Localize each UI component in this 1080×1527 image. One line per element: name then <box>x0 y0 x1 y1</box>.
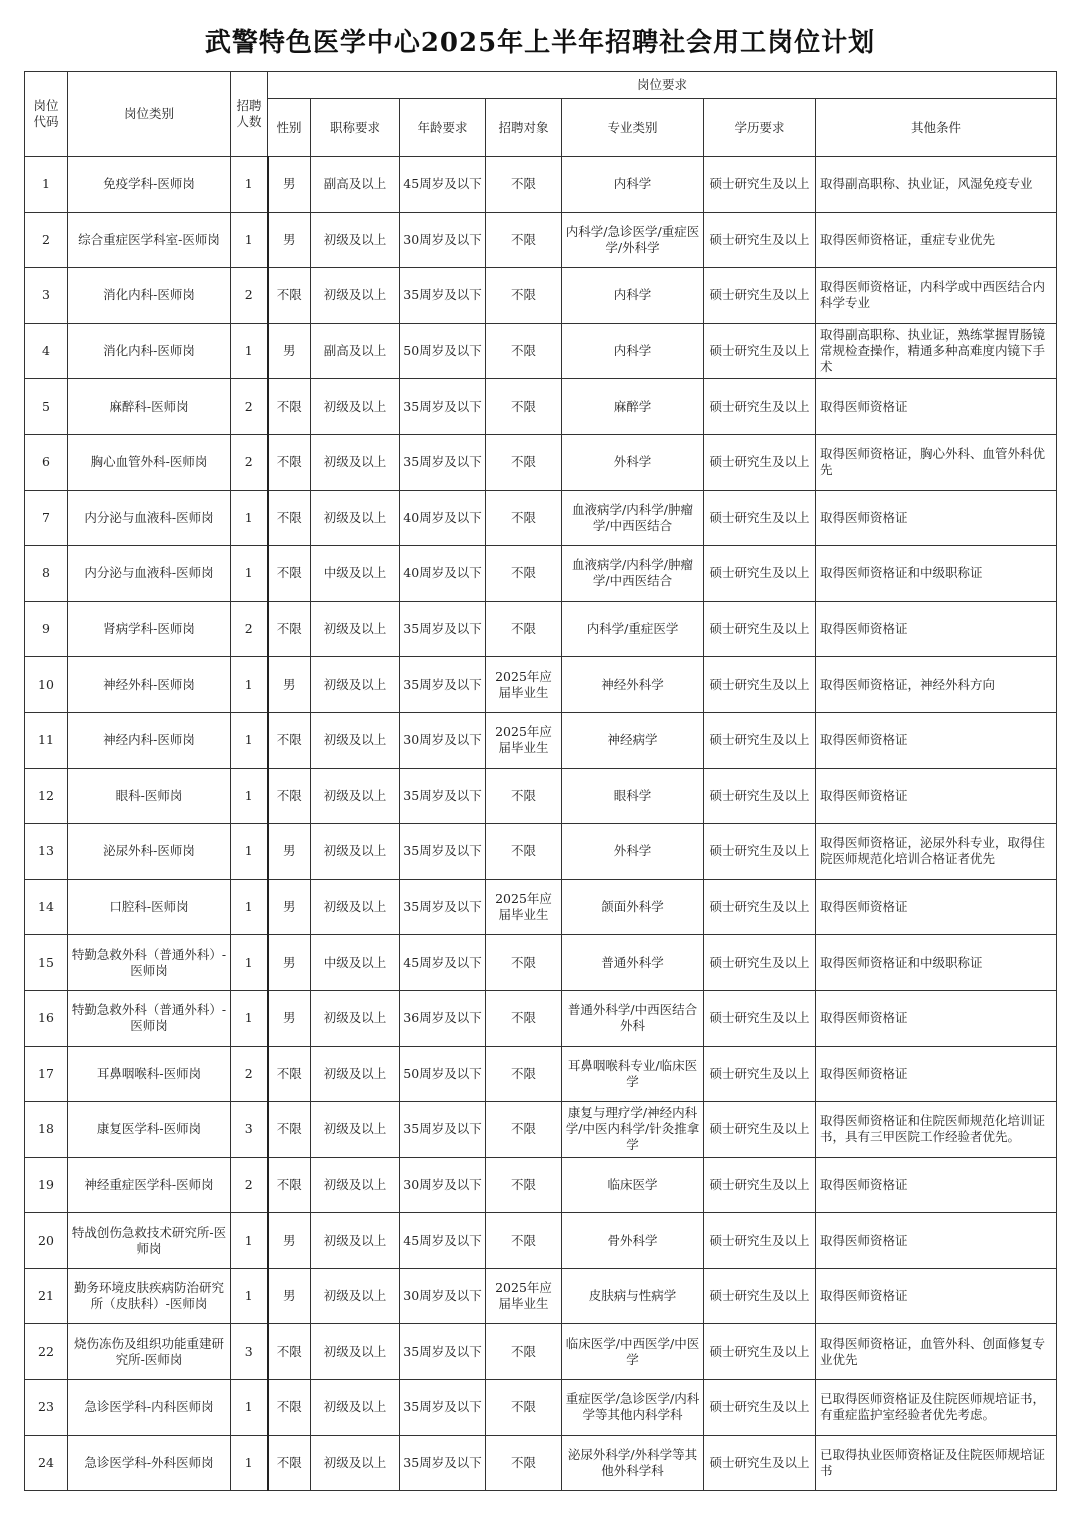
cell-title-req: 初级及以上 <box>311 1157 400 1213</box>
cell-other: 取得医师资格证 <box>816 601 1057 657</box>
cell-code: 21 <box>25 1268 68 1324</box>
cell-count: 1 <box>231 1435 268 1491</box>
cell-code: 16 <box>25 990 68 1046</box>
cell-age: 40周岁及以下 <box>400 490 486 546</box>
cell-count: 3 <box>231 1324 268 1380</box>
cell-target: 不限 <box>486 268 562 324</box>
cell-other: 取得医师资格证 <box>816 1157 1057 1213</box>
cell-other: 取得医师资格证 <box>816 990 1057 1046</box>
cell-education: 硕士研究生及以上 <box>704 323 816 379</box>
cell-title-req: 副高及以上 <box>311 157 400 213</box>
cell-major: 神经外科学 <box>562 657 704 713</box>
cell-age: 35周岁及以下 <box>400 379 486 435</box>
cell-target: 不限 <box>486 990 562 1046</box>
cell-category: 耳鼻咽喉科-医师岗 <box>68 1046 231 1102</box>
cell-other: 取得医师资格证 <box>816 379 1057 435</box>
table-row <box>25 546 1057 602</box>
table-row <box>25 1435 1057 1491</box>
header-code: 岗位 代码 <box>25 72 68 157</box>
cell-gender: 不限 <box>268 268 311 324</box>
cell-major: 麻醉学 <box>562 379 704 435</box>
cell-title-req: 初级及以上 <box>311 434 400 490</box>
table-row <box>25 1213 1057 1269</box>
cell-gender: 不限 <box>268 768 311 824</box>
cell-category: 烧伤冻伤及组织功能重建研究所-医师岗 <box>68 1324 231 1380</box>
cell-gender: 不限 <box>268 1157 311 1213</box>
cell-major: 内科学/重症医学 <box>562 601 704 657</box>
cell-gender: 男 <box>268 212 311 268</box>
cell-age: 30周岁及以下 <box>400 1268 486 1324</box>
cell-gender: 不限 <box>268 379 311 435</box>
cell-category: 口腔科-医师岗 <box>68 879 231 935</box>
cell-education: 硕士研究生及以上 <box>704 1213 816 1269</box>
cell-target: 不限 <box>486 824 562 880</box>
cell-age: 30周岁及以下 <box>400 712 486 768</box>
cell-code: 4 <box>25 323 68 379</box>
cell-major: 内科学 <box>562 268 704 324</box>
cell-age: 30周岁及以下 <box>400 1157 486 1213</box>
cell-other: 取得医师资格证 <box>816 490 1057 546</box>
cell-education: 硕士研究生及以上 <box>704 1324 816 1380</box>
cell-education: 硕士研究生及以上 <box>704 490 816 546</box>
cell-other: 取得医师资格证，胸心外科、血管外科优先 <box>816 434 1057 490</box>
cell-age: 50周岁及以下 <box>400 323 486 379</box>
cell-other: 已取得执业医师资格证及住院医师规培证书 <box>816 1435 1057 1491</box>
cell-age: 35周岁及以下 <box>400 824 486 880</box>
cell-title-req: 初级及以上 <box>311 712 400 768</box>
cell-count: 1 <box>231 768 268 824</box>
table-row <box>25 824 1057 880</box>
cell-education: 硕士研究生及以上 <box>704 935 816 991</box>
cell-target: 不限 <box>486 323 562 379</box>
cell-age: 45周岁及以下 <box>400 1213 486 1269</box>
cell-target: 不限 <box>486 601 562 657</box>
table-row <box>25 712 1057 768</box>
cell-count: 1 <box>231 990 268 1046</box>
cell-gender: 男 <box>268 879 311 935</box>
table-row <box>25 601 1057 657</box>
cell-education: 硕士研究生及以上 <box>704 157 816 213</box>
cell-other: 取得医师资格证，泌尿外科专业，取得住院医师规范化培训合格证者优先 <box>816 824 1057 880</box>
cell-gender: 男 <box>268 323 311 379</box>
cell-count: 1 <box>231 1213 268 1269</box>
cell-education: 硕士研究生及以上 <box>704 990 816 1046</box>
cell-education: 硕士研究生及以上 <box>704 1102 816 1158</box>
cell-other: 取得医师资格证和住院医师规范化培训证书，具有三甲医院工作经验者优先。 <box>816 1102 1057 1158</box>
cell-title-req: 初级及以上 <box>311 212 400 268</box>
cell-major: 神经病学 <box>562 712 704 768</box>
cell-major: 血液病学/内科学/肿瘤学/中西医结合 <box>562 490 704 546</box>
cell-age: 36周岁及以下 <box>400 990 486 1046</box>
cell-other: 取得医师资格证 <box>816 712 1057 768</box>
cell-other: 取得副高职称、执业证，熟练掌握胃肠镜常规检查操作，精通多种高难度内镜下手术 <box>816 323 1057 379</box>
cell-other: 取得医师资格证 <box>816 1046 1057 1102</box>
cell-code: 9 <box>25 601 68 657</box>
cell-category: 勤务环境皮肤疾病防治研究所（皮肤科）-医师岗 <box>68 1268 231 1324</box>
cell-age: 35周岁及以下 <box>400 1102 486 1158</box>
cell-count: 2 <box>231 1157 268 1213</box>
cell-gender: 不限 <box>268 1380 311 1436</box>
cell-code: 24 <box>25 1435 68 1491</box>
cell-age: 45周岁及以下 <box>400 935 486 991</box>
cell-category: 神经重症医学科-医师岗 <box>68 1157 231 1213</box>
cell-title-req: 初级及以上 <box>311 1380 400 1436</box>
table-row <box>25 879 1057 935</box>
cell-education: 硕士研究生及以上 <box>704 1268 816 1324</box>
table-row <box>25 1268 1057 1324</box>
cell-target: 不限 <box>486 379 562 435</box>
cell-title-req: 中级及以上 <box>311 935 400 991</box>
cell-count: 2 <box>231 434 268 490</box>
cell-major: 普通外科学 <box>562 935 704 991</box>
cell-category: 消化内科-医师岗 <box>68 323 231 379</box>
cell-education: 硕士研究生及以上 <box>704 212 816 268</box>
cell-gender: 男 <box>268 990 311 1046</box>
cell-gender: 不限 <box>268 1324 311 1380</box>
cell-gender: 男 <box>268 1268 311 1324</box>
cell-education: 硕士研究生及以上 <box>704 1435 816 1491</box>
cell-major: 泌尿外科学/外科学等其他外科学科 <box>562 1435 704 1491</box>
cell-count: 2 <box>231 601 268 657</box>
cell-category: 内分泌与血液科-医师岗 <box>68 546 231 602</box>
cell-age: 35周岁及以下 <box>400 1324 486 1380</box>
positions-table <box>24 71 1057 1491</box>
table-row <box>25 1102 1057 1158</box>
cell-category: 神经内科-医师岗 <box>68 712 231 768</box>
cell-gender: 男 <box>268 1213 311 1269</box>
table-row <box>25 1157 1057 1213</box>
cell-target: 2025年应届毕业生 <box>486 712 562 768</box>
cell-major: 内科学 <box>562 157 704 213</box>
cell-count: 1 <box>231 1268 268 1324</box>
cell-title-req: 初级及以上 <box>311 990 400 1046</box>
cell-code: 17 <box>25 1046 68 1102</box>
cell-education: 硕士研究生及以上 <box>704 268 816 324</box>
cell-major: 外科学 <box>562 824 704 880</box>
cell-code: 15 <box>25 935 68 991</box>
header-gender: 性别 <box>268 99 311 157</box>
cell-major: 外科学 <box>562 434 704 490</box>
header-requirements-group: 岗位要求 <box>268 72 1057 99</box>
header-target: 招聘对象 <box>486 99 562 157</box>
cell-count: 1 <box>231 490 268 546</box>
cell-category: 眼科-医师岗 <box>68 768 231 824</box>
cell-other: 取得医师资格证和中级职称证 <box>816 546 1057 602</box>
cell-education: 硕士研究生及以上 <box>704 1157 816 1213</box>
cell-code: 22 <box>25 1324 68 1380</box>
cell-major: 重症医学/急诊医学/内科学等其他内科学科 <box>562 1380 704 1436</box>
cell-age: 35周岁及以下 <box>400 601 486 657</box>
cell-category: 急诊医学科-内科医师岗 <box>68 1380 231 1436</box>
cell-other: 取得医师资格证，重症专业优先 <box>816 212 1057 268</box>
cell-category: 肾病学科-医师岗 <box>68 601 231 657</box>
cell-code: 20 <box>25 1213 68 1269</box>
cell-title-req: 初级及以上 <box>311 1213 400 1269</box>
cell-target: 不限 <box>486 434 562 490</box>
cell-category: 神经外科-医师岗 <box>68 657 231 713</box>
cell-major: 内科学 <box>562 323 704 379</box>
cell-major: 内科学/急诊医学/重症医学/外科学 <box>562 212 704 268</box>
cell-other: 取得医师资格证 <box>816 879 1057 935</box>
cell-code: 8 <box>25 546 68 602</box>
cell-age: 35周岁及以下 <box>400 434 486 490</box>
cell-category: 免疫学科-医师岗 <box>68 157 231 213</box>
cell-title-req: 初级及以上 <box>311 601 400 657</box>
cell-target: 不限 <box>486 1324 562 1380</box>
table-row <box>25 1380 1057 1436</box>
cell-code: 19 <box>25 1157 68 1213</box>
cell-other: 取得医师资格证，神经外科方向 <box>816 657 1057 713</box>
table-row <box>25 657 1057 713</box>
cell-major: 眼科学 <box>562 768 704 824</box>
table-row <box>25 1046 1057 1102</box>
cell-age: 45周岁及以下 <box>400 157 486 213</box>
cell-title-req: 初级及以上 <box>311 879 400 935</box>
cell-education: 硕士研究生及以上 <box>704 1380 816 1436</box>
table-row <box>25 990 1057 1046</box>
cell-title-req: 初级及以上 <box>311 824 400 880</box>
cell-major: 康复与理疗学/神经内科学/中医内科学/针灸推拿学 <box>562 1102 704 1158</box>
cell-category: 泌尿外科-医师岗 <box>68 824 231 880</box>
cell-code: 11 <box>25 712 68 768</box>
cell-title-req: 初级及以上 <box>311 768 400 824</box>
header-count: 招聘 人数 <box>231 72 268 157</box>
cell-count: 1 <box>231 657 268 713</box>
cell-gender: 不限 <box>268 1435 311 1491</box>
cell-major: 临床医学 <box>562 1157 704 1213</box>
cell-title-req: 初级及以上 <box>311 1324 400 1380</box>
cell-major: 耳鼻咽喉科专业/临床医学 <box>562 1046 704 1102</box>
cell-category: 康复医学科-医师岗 <box>68 1102 231 1158</box>
table-row <box>25 379 1057 435</box>
cell-age: 35周岁及以下 <box>400 768 486 824</box>
table-header <box>25 72 1057 157</box>
cell-target: 2025年应届毕业生 <box>486 879 562 935</box>
cell-code: 3 <box>25 268 68 324</box>
cell-other: 取得医师资格证 <box>816 768 1057 824</box>
cell-target: 不限 <box>486 1102 562 1158</box>
cell-other: 取得医师资格证和中级职称证 <box>816 935 1057 991</box>
cell-title-req: 初级及以上 <box>311 1046 400 1102</box>
cell-code: 13 <box>25 824 68 880</box>
cell-education: 硕士研究生及以上 <box>704 546 816 602</box>
cell-target: 不限 <box>486 768 562 824</box>
cell-age: 40周岁及以下 <box>400 546 486 602</box>
cell-count: 3 <box>231 1102 268 1158</box>
cell-major: 颌面外科学 <box>562 879 704 935</box>
cell-other: 取得医师资格证 <box>816 1213 1057 1269</box>
cell-target: 不限 <box>486 935 562 991</box>
cell-code: 18 <box>25 1102 68 1158</box>
cell-code: 10 <box>25 657 68 713</box>
table-row <box>25 935 1057 991</box>
cell-target: 不限 <box>486 212 562 268</box>
cell-count: 1 <box>231 1380 268 1436</box>
header-age-req: 年龄要求 <box>400 99 486 157</box>
cell-title-req: 初级及以上 <box>311 1268 400 1324</box>
cell-education: 硕士研究生及以上 <box>704 434 816 490</box>
cell-count: 1 <box>231 935 268 991</box>
cell-education: 硕士研究生及以上 <box>704 601 816 657</box>
cell-age: 35周岁及以下 <box>400 1380 486 1436</box>
cell-count: 1 <box>231 157 268 213</box>
cell-gender: 不限 <box>268 1046 311 1102</box>
cell-title-req: 初级及以上 <box>311 379 400 435</box>
cell-gender: 不限 <box>268 490 311 546</box>
table-body <box>25 157 1057 1491</box>
cell-education: 硕士研究生及以上 <box>704 657 816 713</box>
header-category: 岗位类别 <box>68 72 231 157</box>
cell-other: 已取得医师资格证及住院医师规培证书，有重症监护室经验者优先考虑。 <box>816 1380 1057 1436</box>
cell-age: 35周岁及以下 <box>400 1435 486 1491</box>
cell-education: 硕士研究生及以上 <box>704 1046 816 1102</box>
table-row <box>25 768 1057 824</box>
cell-gender: 男 <box>268 824 311 880</box>
header-title-req: 职称要求 <box>311 99 400 157</box>
cell-code: 6 <box>25 434 68 490</box>
cell-other: 取得医师资格证 <box>816 1268 1057 1324</box>
cell-target: 不限 <box>486 157 562 213</box>
cell-target: 不限 <box>486 490 562 546</box>
cell-education: 硕士研究生及以上 <box>704 879 816 935</box>
cell-gender: 不限 <box>268 601 311 657</box>
cell-category: 急诊医学科-外科医师岗 <box>68 1435 231 1491</box>
table-row <box>25 157 1057 213</box>
cell-target: 不限 <box>486 1213 562 1269</box>
cell-code: 23 <box>25 1380 68 1436</box>
cell-age: 35周岁及以下 <box>400 879 486 935</box>
header-other: 其他条件 <box>816 99 1057 157</box>
page-title: 武警特色医学中心2025年上半年招聘社会用工岗位计划 <box>204 28 876 58</box>
cell-title-req: 初级及以上 <box>311 1435 400 1491</box>
cell-education: 硕士研究生及以上 <box>704 768 816 824</box>
cell-category: 特战创伤急救技术研究所-医师岗 <box>68 1213 231 1269</box>
cell-major: 血液病学/内科学/肿瘤学/中西医结合 <box>562 546 704 602</box>
cell-education: 硕士研究生及以上 <box>704 712 816 768</box>
cell-gender: 男 <box>268 935 311 991</box>
cell-gender: 不限 <box>268 434 311 490</box>
cell-category: 消化内科-医师岗 <box>68 268 231 324</box>
cell-gender: 不限 <box>268 546 311 602</box>
cell-target: 不限 <box>486 1157 562 1213</box>
header-major: 专业类别 <box>562 99 704 157</box>
cell-gender: 不限 <box>268 1102 311 1158</box>
table-row <box>25 490 1057 546</box>
table-row <box>25 323 1057 379</box>
cell-gender: 不限 <box>268 712 311 768</box>
cell-age: 50周岁及以下 <box>400 1046 486 1102</box>
cell-target: 2025年应届毕业生 <box>486 1268 562 1324</box>
cell-count: 1 <box>231 879 268 935</box>
cell-education: 硕士研究生及以上 <box>704 379 816 435</box>
table-row <box>25 1324 1057 1380</box>
cell-target: 2025年应届毕业生 <box>486 657 562 713</box>
cell-count: 1 <box>231 323 268 379</box>
cell-count: 2 <box>231 268 268 324</box>
cell-target: 不限 <box>486 1435 562 1491</box>
cell-title-req: 初级及以上 <box>311 657 400 713</box>
cell-category: 胸心血管外科-医师岗 <box>68 434 231 490</box>
cell-code: 1 <box>25 157 68 213</box>
cell-code: 2 <box>25 212 68 268</box>
cell-category: 综合重症医学科室-医师岗 <box>68 212 231 268</box>
cell-major: 普通外科学/中西医结合外科 <box>562 990 704 1046</box>
cell-gender: 男 <box>268 157 311 213</box>
cell-age: 35周岁及以下 <box>400 268 486 324</box>
cell-target: 不限 <box>486 1046 562 1102</box>
cell-title-req: 初级及以上 <box>311 1102 400 1158</box>
cell-count: 2 <box>231 379 268 435</box>
cell-category: 内分泌与血液科-医师岗 <box>68 490 231 546</box>
cell-major: 皮肤病与性病学 <box>562 1268 704 1324</box>
cell-major: 骨外科学 <box>562 1213 704 1269</box>
cell-title-req: 初级及以上 <box>311 490 400 546</box>
cell-other: 取得医师资格证，内科学或中西医结合内科学专业 <box>816 268 1057 324</box>
cell-code: 12 <box>25 768 68 824</box>
cell-code: 7 <box>25 490 68 546</box>
cell-other: 取得医师资格证，血管外科、创面修复专业优先 <box>816 1324 1057 1380</box>
cell-title-req: 中级及以上 <box>311 546 400 602</box>
cell-count: 1 <box>231 712 268 768</box>
cell-code: 14 <box>25 879 68 935</box>
cell-other: 取得副高职称、执业证，风湿免疫专业 <box>816 157 1057 213</box>
table-row <box>25 268 1057 324</box>
cell-education: 硕士研究生及以上 <box>704 824 816 880</box>
cell-count: 1 <box>231 212 268 268</box>
header-education: 学历要求 <box>704 99 816 157</box>
cell-code: 5 <box>25 379 68 435</box>
cell-category: 特勤急救外科（普通外科）-医师岗 <box>68 990 231 1046</box>
cell-age: 30周岁及以下 <box>400 212 486 268</box>
cell-category: 特勤急救外科（普通外科）-医师岗 <box>68 935 231 991</box>
table-row <box>25 212 1057 268</box>
cell-major: 临床医学/中西医学/中医学 <box>562 1324 704 1380</box>
cell-age: 35周岁及以下 <box>400 657 486 713</box>
table-row <box>25 434 1057 490</box>
cell-target: 不限 <box>486 546 562 602</box>
cell-target: 不限 <box>486 1380 562 1436</box>
cell-count: 2 <box>231 1046 268 1102</box>
cell-title-req: 初级及以上 <box>311 268 400 324</box>
cell-count: 1 <box>231 546 268 602</box>
cell-count: 1 <box>231 824 268 880</box>
cell-gender: 男 <box>268 657 311 713</box>
cell-title-req: 副高及以上 <box>311 323 400 379</box>
cell-category: 麻醉科-医师岗 <box>68 379 231 435</box>
